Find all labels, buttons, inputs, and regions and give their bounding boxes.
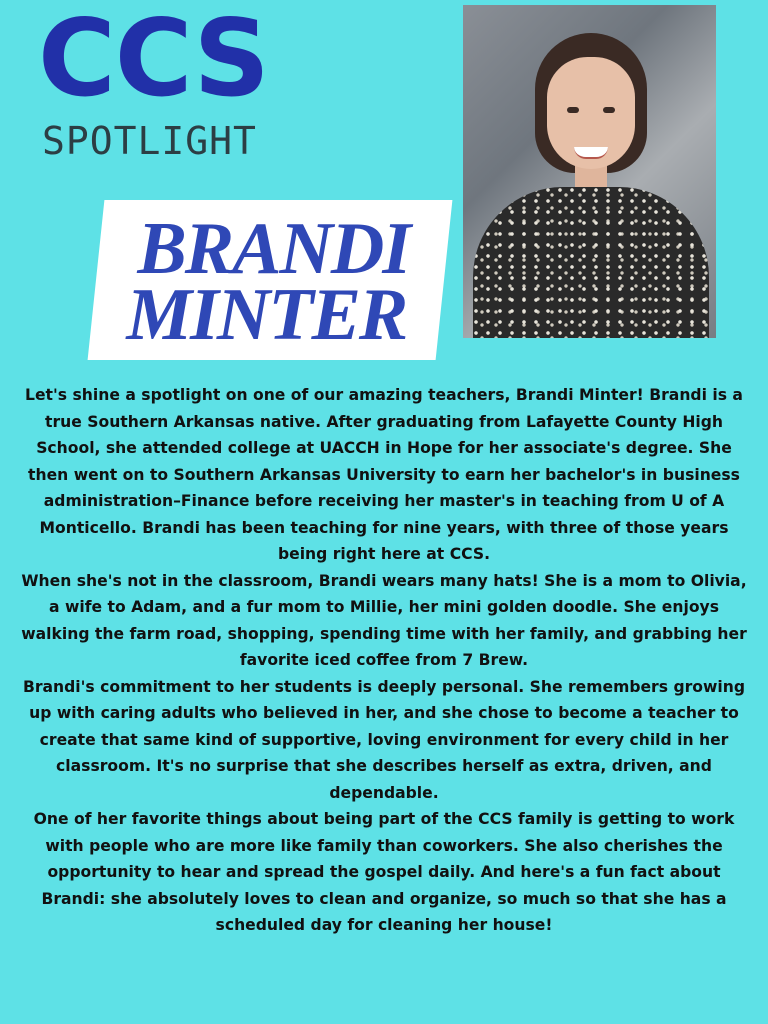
portrait-eye-left — [567, 107, 579, 113]
portrait-blouse — [473, 187, 709, 338]
bio-paragraph-2: When she's not in the classroom, Brandi wears many hats! She is a mom to Olivia, a wife to Adam, and a fur mom to Millie, her mini golden doodle. She enjoys walking the farm road, shopping, spending time with her family, and grabbing her favorite iced coffee from 7 Brew. — [21, 571, 747, 669]
teacher-name-banner — [88, 200, 453, 360]
portrait-eye-right — [603, 107, 615, 113]
bio-paragraph-3: Brandi's commitment to her students is deeply personal. She remembers growing up with caring adults who believed in her, and she chose to become a teacher to create that same kind of supportive, loving environment for every child in her classroom. It's no surprise that she describes herself as extra, driven, and dependable. — [22, 677, 746, 802]
spotlight-label: SPOTLIGHT — [42, 119, 257, 163]
teacher-first-name: BRANDI — [137, 208, 410, 290]
bio-paragraph-1: Let's shine a spotlight on one of our amazing teachers, Brandi Minter! Brandi is a true Southern Arkansas native. After graduating from Lafayette County High School, she attended college at UACCH in Hope for her associate's degree. She then went on to Southern Arkansas University to earn her bachelor's in business administration–Finance before receiving her master's in teaching from U of A Monticello. Brandi has been teaching for nine years, with three of those years being right here at CCS. — [25, 386, 743, 563]
ccs-logo: CCS — [38, 0, 269, 120]
teacher-bio — [14, 382, 754, 939]
teacher-last-name: MINTER — [126, 274, 407, 356]
bio-paragraph-4: One of her favorite things about being part of the CCS family is getting to work with people who are more like family than coworkers. She also cherishes the opportunity to hear and spread the gospel daily. And here's a fun fact about Brandi: she absolutely loves to clean and organize, so much so that she has a scheduled day for cleaning her house! — [33, 810, 735, 934]
teacher-portrait-photo — [463, 5, 716, 338]
